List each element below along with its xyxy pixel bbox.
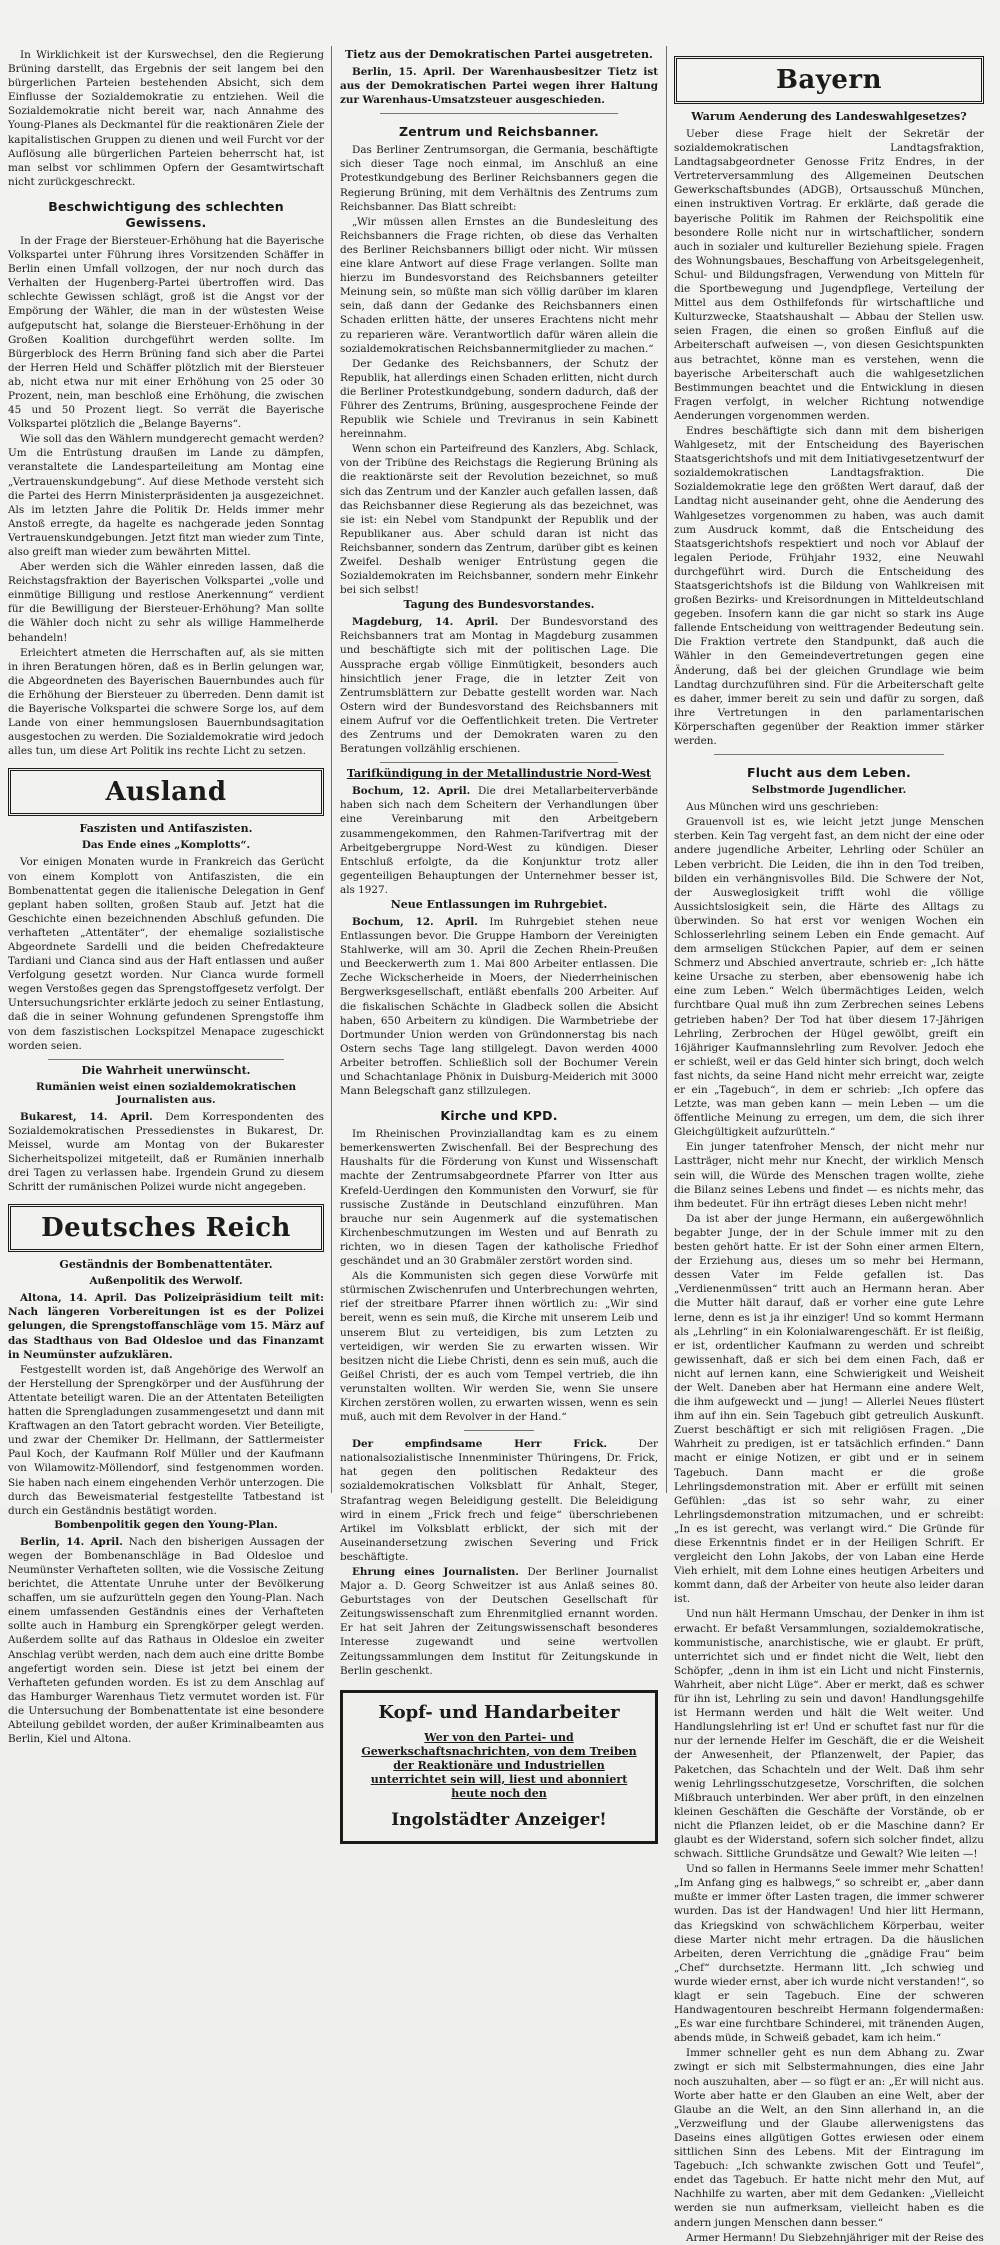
subheadline-bomben: Bombenpolitik gegen den Young-Plan. xyxy=(54,1518,278,1531)
column-left xyxy=(8,48,325,1746)
article-paragraph: Erleichtert atmeten die Herrschaften auf, als sie mitten in ihren Beratungen hören, daß es in Berlin gelungen war, die Abgeordneten des Bayerischen Bauernbundes auch für die Erhöhung der Biersteuer zu überreden. Denn damit ist die Bayerische Volkspartei die schwere Sorge los, auf dem Lande von einer hemmungslosen Bauernbundsagitation ausgestochen zu werden. Die Sozialdemokratie wird jedoch alles tun, um diese Art Politik ins rechte Licht zu setzen. xyxy=(8,646,324,758)
ad-body: Wer von den Partei- und Gewerkschaftsnachrichten, von dem Treiben der Reaktionäre und Industriellen unterrichtet sein will, liest und abonniert heute noch den xyxy=(361,1730,637,1800)
headline-tarif: Tarifkündigung in der Metallindustrie Nord-West xyxy=(346,767,652,781)
article-paragraph: Ueber diese Frage hielt der Sekretär der sozialdemokratischen Landtagsfraktion, Landtagsabgeordneter Genosse Fritz Endres, in der Vertreterversammlung des Allgemeinen Deutschen Gewerkschaftsbundes (ADGB), Ortsausschuß München, einen instruktiven Vortrag. Er erklärte, daß gerade die bayerische Politik im Rahmen der Reichspolitik eine besondere Rolle nicht nur in wirtschaftlicher, sondern auch in sozialer und kultureller Beziehung spiele. Fragen des Wohnungsbaues, Beschaffung von Arbeitsgelegenheit, Schul- und Bildungsfragen, Verwendung von Mitteln für die Sportbewegung und Jugendpflege, Verteilung der Mittel aus dem Osthilfefonds für wirtschaftliche und Kulturzwecke, Staatshaushalt — Abbau der Stellen usw. seien Fragen, die einen so großen Einfluß auf die Arbeiterschaft aufweisen —, von diesen Gesichtspunkten aus betrachtet, könne man es verstehen, wenn die bayerische Arbeiterschaft auch die wahlgesetzlichen Bestimmungen beachtet und die Entwicklung in diesen Fragen verfolgt, in welcher Richtung notwendige Aenderungen vorgenommen werden. xyxy=(674,128,984,422)
article-paragraph: „Wir müssen allen Ernstes an die Bundesleitung des Reichsbanners die Frage richten, ob diese das Verhalten des Berliner Reichsbanners billigt oder nicht. Wir müssen eine klare Antwort auf diese Frage verlangen. Sollte man hierzu im Bundesvorstand des Reichsbanners geteilter Meinung sein, so müßte man sich völlig darüber im klaren sein, daß dann der Gedanke des Reichsbanners einen Schaden erlitten hätte, der unseres Erachtens nicht mehr zu reparieren wäre. Verantwortlich dafür wären allein die sozialdemokratischen Reichsbannermitglieder zu machen.“ xyxy=(340,215,658,355)
article-text: Der Berliner Journalist Major a. D. Georg Schweitzer ist aus Anlaß seines 80. Geburtstages von der Deutschen Gesellschaft für Zeitungswissenschaft zum Ehrenmitglied ernannt worden. Er hat seit Jahren der Zeitungswissenschaft besonderes Interesse zugewandt und seine wertvollen Zeitungssammlungen dem Institut für Zeitungskunde in Berlin geschenkt. xyxy=(340,1566,658,1677)
headline-landeswahlgesetz: Warum Aenderung des Landeswahlgesetzes? xyxy=(691,110,967,123)
article-paragraph: Da ist aber der junge Hermann, ein außergewöhnlich begabter Junge, der in der Schule immer mit zu den besten gehört hatte. Er ist der Sohn einer armen Eltern, der Erziehung aus, dieses um so mehr bei Hermann, dessen Vater im Felde gefallen ist. Das „Verdienenmüssen“ tritt auch an Hermann heran. Aber die Mutter hält darauf, daß er vorher eine gute Lehre lerne, denn es ist ja ihr einziger! Und so kommt Hermann als „Lehrling“ in ein Kolonialwarengeschäft. Er ist fleißig, er ist, ordentlicher Kaufmann zu werden und schreibt gewissenhaft, daß er sich bei dem einen Fach, daß er nicht auf lernen kann, eine Schwierigkeit und Weisheit der Welt. Daneben aber hat Hermann eine andere Welt, die ihm aufgeweckt und — jung! — Allerlei Neues flüstert ihm auf ihn ein. Sein Tagebuch gibt getreulich Auskunft. Zuerst beschäftigt er sich mit religiösen Fragen. „Die Wahrheit zu predigen, ist er tatsächlich erfinden.“ Dann macht er einige Notizen, er gibt und er in seinem Tagebuch. Dann macht er die große Lehrlingsdemonstration mit. Aber er erfüllt mit seinen Gefühlen: „das ist so sehr wahr, zu einer Lehrlingsdemonstration mitzumachen, und er schreibt: „In es ist gerecht, was verlangt wird.“ Die Gründe für diese Erkenntnis findet er in der Heiligen Schrift. Er vergleicht den Lohn Jakobs, der von Laban eine Herde Vieh erhielt, mit dem Lohne eines heutigen Arbeiters und kommt dann, daß der Arbeiter von heute also leider daran ist. xyxy=(674,1212,984,1606)
article-text: Der Bundesvorstand des Reichsbanners trat am Montag in Magdeburg zusammen und beschäftigte sich mit der politischen Lage. Die Aussprache ergab völlige Einmütigkeit, besonders auch hinsichtlich jener Frage, die in letzter Zeit von Zentrumsblättern zur Debatte gestellt worden war. Nach Ostern wird der Bundesvorstand des Reichsbanners mit einem Aufruf vor die Oeffentlichkeit treten. Die Vertreter des Zentrums und der Demokraten waren zu den Beratungen vollzählig erschienen. xyxy=(340,616,658,756)
headline-entlassungen: Neue Entlassungen im Ruhrgebiet. xyxy=(390,897,608,911)
article-text: Das Polizeipräsidium teilt mit: Nach längeren Vorbereitungen ist es der Polizei gelungen, die Sprengstoffanschläge vom 15. März auf das Stadthaus von Bad Oldesloe und das Finanzamt in Neumünster aufzuklären. xyxy=(8,1292,324,1361)
article-paragraph: Der Gedanke des Reichsbanners, der Schutz der Republik, hat allerdings einen Schaden erlitten, nicht durch die Berliner Protestkundgebung, sondern dadurch, daß der Führer des Zentrums, Brüning, ausgesprochene Feinde der Republik wie Schiele und Treviranus in sein Kabinett hereinnahm. xyxy=(340,357,658,441)
dateline: Bochum, 12. April. xyxy=(352,915,478,928)
article-paragraph: In der Frage der Biersteuer-Erhöhung hat die Bayerische Volkspartei unter Führung ihres Vorsitzenden Schäffer in Berlin einen Umfall vollzogen, der nur noch durch das Verhalten der Hugenberg-Partei übertroffen wird. Das schlechte Gewissen schlägt, groß ist die Angst vor der Empörung der Wähler, die man in der wüstesten Weise aufgeputscht hat, solange die Biersteuer-Erhöhung in der Großen Koalition durchgeführt werden sollte. Im Bürgerblock des Herrn Brüning fand sich aber die Partei der Herren Held und Schäffer plötzlich mit der Biersteuer ab, nicht etwa nur mit einer Erhöhung von 25 oder 30 Prozent, nein, man beschloß eine Erhöhung, die zwischen 45 und 50 Prozent liegt. So verrät die Bayerische Volkspartei plötzlich die „Belange Bayerns“. xyxy=(8,234,324,431)
column-rule xyxy=(666,46,667,1493)
headline-faszisten: Faszisten und Antifaszisten. xyxy=(79,822,253,836)
headline-flucht: Flucht aus dem Leben. xyxy=(746,765,911,781)
article-text: Der nationalsozialistische Innenminister Thüringens, Dr. Frick, hat gegen den politischen Redakteur des sozialdemokratischen Volksblatt für Anhalt, Steger, Strafantrag wegen Beleidigung gestellt. Die Beleidigung wird in einem „Frick frech und feige“ überschriebenen Artikel im Volksblatt erblickt, der sich mit der Auseinandersetzung zwischen Severing und Frick beschäftigte. xyxy=(340,1438,658,1563)
article-paragraph: Grauenvoll ist es, wie leicht jetzt junge Menschen sterben. Kein Tag vergeht fast, an dem nicht der eine oder andere jugendliche Arbeiter, Lehrling oder Schüler an Leben verbricht. Die Leiden, die ihn in den Tod treiben, bilden ein verhängnisvolles Bild. Die Schwere der Not, der Ausweglosigkeit trifft wohl die völlige Aussichtslosigkeit sein, die Härte des Alltags zu überwinden. So hat erst vor wenigen Wochen ein Schlosserlehrling seinem Leben ein Ende gemacht. Auf dem armseligen Stückchen Papier, auf dem er seinen Schmerz und Abschied anvertraute, schrieb er: „Ich hätte keine Ursache zu sterben, aber ebensowenig habe ich eine zum Leben.“ Welch übermächtiges Leiden, welch furchtbare Qual muß ihn zum Zerbrechen seines Lebens getrieben haben? Der Tod hat über diesem 17-Jährigen Lehrling, Zerbrochen der Hügel gewölbt, greift ein 16jähriger Kaufmannslehrling zum Revolver. Jedoch ehe er schießt, weil er das Geld hinter sich bringt, doch welch fast nichts, da seine Hand nicht mehr erreicht war, zeigte er ein „Tagebuch“, in dem er schrieb: „Ich opfere das Letzte, was man geben kann — mein Leben — um die öffentliche Meinung zu erregen, um dem, die sich ihrer Gleichgültigkeit aufzurütteln.“ xyxy=(674,816,984,1139)
ad-newspaper-name: Ingolstädter Anzeiger! xyxy=(391,1809,607,1830)
section-header-deutsches-reich: Deutsches Reich xyxy=(8,1204,324,1252)
headline-zentrum: Zentrum und Reichsbanner. xyxy=(399,124,599,140)
headline-gewissen: Beschwichtigung des schlechten Gewissens. xyxy=(48,198,284,230)
article-paragraph xyxy=(340,1565,658,1678)
article-paragraph xyxy=(340,1437,658,1564)
column-right xyxy=(674,48,984,2244)
headline-kirche: Kirche und KPD. xyxy=(440,1108,558,1124)
article-paragraph: Und so fallen in Hermanns Seele immer mehr Schatten! „Im Anfang ging es halbwegs,“ so schreibt er, „aber dann mußte er immer öfter Lasten tragen, die immer schwerer wurden. Das ist der Handwagen! Und hier litt Hermann, das Kriegskind von schwächlichem Körperbau, weiter diese Marter nicht mehr ertragen. Da die häuslichen Arbeiten, deren Verrichtung die „gnädige Frau“ beim „Chef“ durchsetzte. Hermann litt. „Ich schwieg und wurde wieder ernst, aber ich wurde nicht verstanden!“, so klagt er sein Tagebuch. Eine der schweren Handwagentouren beschreibt Hermann folgendermaßen: „Es war eine furchtbare Schinderei, mit tränenden Augen, abends müde, in Schweiß gebadet, kam ich heim.“ xyxy=(674,1863,984,2045)
dateline: Bukarest, 14. April. xyxy=(20,1110,153,1123)
subheadline-selbstmorde: Selbstmorde Jugendlicher. xyxy=(751,784,907,797)
subheadline-werwolf: Außenpolitik des Werwolf. xyxy=(89,1275,243,1288)
section-header-bayern: Bayern xyxy=(674,56,984,104)
subheadline-komplott: Das Ende eines „Komplotts“. xyxy=(81,839,251,852)
article-paragraph: Ein junger tatenfroher Mensch, der nicht mehr nur Lastträger, nicht mehr nur Knecht, der wirklich Mensch sein will, die Würde des Menschen tragen wollte, ziehe die Bilanz seines Lebens und findet — es nichts mehr, das ihm bedeutet. Für ihn erträgt dieses Leben nicht mehr! xyxy=(674,1141,984,1210)
article-paragraph: Wie soll das den Wählern mundgerecht gemacht werden? Um die Entrüstung draußen im Lande zu dämpfen, veranstaltete die Landesparteileitung am Montag eine „Vertrauenskundgebung“. Auf diese Methode versteht sich die Partei des Herrn Ministerpräsidenten ja ausgezeichnet. Als im letzten Jahre die Politik Dr. Helds immer mehr Anstoß erregte, da hagelte es nachgerade jeden Sonntag Vertrauenskundgebungen. Jetzt fitzt man wieder zum Tinte, also greift man wieder zum bewährten Mittel. xyxy=(8,433,325,558)
article-text: Dem Korrespondenten des Sozialdemokratischen Pressedienstes in Bukarest, Dr. Meissel, wurde am Montag von der Bukarester Sicherheitspolizei mitgeteilt, daß er Rumänien innerhalb drei Tagen zu verlassen habe. Irgendein Grund zu diesem Schritt der rumänischen Polizei wurde nicht angegeben. xyxy=(8,1110,324,1194)
dateline: Altona, 14. April. xyxy=(20,1292,127,1305)
headline-gestaendnis: Geständnis der Bombenattentäter. xyxy=(59,1258,273,1272)
lead-in: Der empfindsame Herr Frick. xyxy=(352,1438,608,1451)
headline-tietz: Tietz aus der Demokratischen Partei ausgetreten. xyxy=(345,48,653,61)
headline-bundesvorstand: Tagung des Bundesvorstandes. xyxy=(403,598,595,612)
dateline: Berlin, 15. April. xyxy=(352,66,456,78)
ad-title: Kopf- und Handarbeiter xyxy=(378,1701,620,1723)
article-paragraph: Im Rheinischen Provinziallandtag kam es zu einem bemerkenswerten Zwischenfall. Bei der Besprechung des Haushalts für die Förderung von Kunst und Wissenschaft machte der Zentrumsabgeordnete Pfarrer von Itter aus Krefeld-Uerdingen den Kommunisten den Vorwurf, sie für russische Zustände in Deutschland einzuführen. Man brauche nur sein Augenmerk auf die systematischen Kirchenbeschmutzungen im Westen und auf Benrath zu richten, wo in diesen Tagen der katholische Friedhof geschändet und an 30 Grabmäler zerstört worden sind. xyxy=(340,1128,658,1268)
article-paragraph xyxy=(8,1291,324,1361)
article-paragraph: In Wirklichkeit ist der Kurswechsel, den die Regierung Brüning darstellt, das Ergebnis der seit langem bei den bürgerlichen Parteien bestehenden Absicht, sich dem Einflusse der Sozialdemokratie zu entziehen. Weil die Sozialdemokratie nicht bereit war, nach Annahme des Young-Planes als Deckmantel für die reaktionären Ziele der kapitalistischen Gruppen zu dienen und weil Furcht vor der Auflösung alle bürgerlichen Parteien beherrscht hat, ist man selbst vor schlimmen Opfern der Gesamtwirtschaft nicht zurückgeschreckt. xyxy=(8,49,324,188)
article-paragraph: Vor einigen Monaten wurde in Frankreich das Gerücht von einem Komplott von Antifaszisten, die ein Bombenattentat gegen die italienische Delegation in Genf geplant haben sollten, großen Staub auf. Jetzt hat die Geschichte einen bezeichnenden Abschluß gefunden. Die verhafteten „Attentäter“, der ehemalige sozialistische Abgeordnete Sardelli und die beiden Chefredakteure Tardiani und Cianca sind aus der Haft entlassen und außer Verfolgung gesetzt worden. Nur Cianca wurde formell wegen Verstoßes gegen das Sprengstoffgesetz verfolgt. Der Untersuchungsrichter erklärte jedoch zu seiner Entlastung, daß die in seiner Wohnung gefundenen Sprengstoffe ihm von dem faszistischen Lockspitzel Menapace zugeschickt worden seien. xyxy=(8,856,324,1052)
article-paragraph xyxy=(8,1110,324,1195)
lead-in: Ehrung eines Journalisten. xyxy=(352,1566,519,1578)
article-paragraph: Armer Hermann! Du Siebzehnjähriger mit der Reise des xyxy=(686,2231,984,2244)
article-paragraph xyxy=(8,1535,324,1746)
divider xyxy=(464,1430,534,1431)
article-paragraph: Endres beschäftigte sich dann mit dem bisherigen Wahlgesetz, mit der Entscheidung des Bayerischen Staatsgerichtshofs und mit dem Initiativgesetzentwurf der sozialdemokratischen Landtagsfraktion. Die Sozialdemokratie lege den größten Wert darauf, daß der Landtag nicht auseinander geht, ohne die Aenderung des Wahlgesetzes vorgenommen zu haben, was auch damit zum Ausdruck kommt, daß die Entscheidung des Staatsgerichtshofs respektiert und noch vor Ablauf der legalen Periode, Frühjahr 1932, eine Neuwahl durchgeführt wird. Durch die Entscheidung des Staatsgerichtshofs ist die Bildung von Wahlkreisen mit großen Bezirks- und Kreisordnungen in Mitteldeutschland gegeben. Insofern kann die gar nicht so stark ins Auge fallende Entscheidung von weittragender Bedeutung sein. Die Fraktion vertrete den Standpunkt, daß auch die Wähler in den Gemeindevertretungen gegen eine Änderung, daß bei der gleichen Grundlage wie beim Landtag durchzuführen sind. Für die Arbeiterschaft gelte es daher, immer bereit zu sein und dafür zu sorgen, daß ihre Vertretungen in den parlamentarischen Körperschaften gegenüber der Reaktion immer stärker werden. xyxy=(674,424,984,748)
dateline: Magdeburg, 14. April. xyxy=(352,616,499,629)
divider xyxy=(48,1059,284,1060)
section-header-ausland: Ausland xyxy=(8,768,324,816)
divider xyxy=(714,754,944,755)
article-paragraph xyxy=(340,65,658,107)
column-middle xyxy=(340,48,659,1830)
dateline: Berlin, 14. April. xyxy=(20,1535,123,1548)
article-paragraph: Aber werden sich die Wähler einreden lassen, daß die Reichstagsfraktion der Bayerischen Volkspartei „volle und einmütige Billigung und restlose Anerkennung“ verdient für die Bewilligung der Biersteuer-Erhöhung? Man sollte die Wähler doch nicht zu sehr als willige Hammelherde behandeln! xyxy=(8,561,324,644)
article-text: Nach den bisherigen Aussagen der wegen der Bombenanschläge in Bad Oldesloe und Neumünster Verhafteten sollten, wie die Vossische Zeitung berichtet, die Attentate Unruhe unter der Bevölkerung schaffen, um sie aufzurütteln gegen den Young-Plan. Nach einem umfassenden Geständnis eines der Verhafteten sollte auch in Hamburg ein Sprengkörper gelegt werden. Außerdem sollte auf das Rathaus in Oldesloe ein zweiter Anschlag verübt werden, nach dem auch eine dritte Bombe angefertigt worden sein. Diese ist jetzt bei einem der Verhafteten gefunden worden. Es ist zu dem Anschlag auf das Hamburger Warenhaus Tietz vermutet worden ist. Für die Untersuchung der Bombenattentate ist eine besondere Abteilung gebildet worden, der außer Kriminalbeamten aus Berlin, Kiel und Altona. xyxy=(8,1535,324,1746)
article-paragraph xyxy=(340,615,658,756)
divider xyxy=(380,113,618,114)
article-paragraph: Aus München wird uns geschrieben: xyxy=(686,801,879,814)
article-paragraph: Das Berliner Zentrumsorgan, die Germania, beschäftigte sich dieser Tage noch einmal, im Anschluß an eine Protestkundgebung des Berliner Reichsbanners gegen die Regierung Brüning, mit dem Verhältnis des Zentrums zum Reichsbanner. Das Blatt schreibt: xyxy=(340,144,658,213)
article-text: Die drei Metallarbeiterverbände haben sich nach dem Scheitern der Verhandlungen über eine Vereinbarung mit den Arbeitgebern zusammengekommen, den Rahmen-Tarifvertrag mit der Arbeitgebergruppe Nord-West zu kündigen. Dieser Entschluß erfolgte, da die Konjunktur trotz aller gegenteiligen Behauptungen der Unternehmer besser ist, als 1927. xyxy=(340,785,658,896)
headline-wahrheit: Die Wahrheit unerwünscht. xyxy=(81,1063,251,1077)
article-paragraph: Als die Kommunisten sich gegen diese Vorwürfe mit stürmischen Zwischenrufen und Unterbrechungen wehrten, rief der streitbare Pfarrer ihnen wörtlich zu: „Wir sind bereit, wenn es sein muß, die Kirche mit unserem Leib und unserem Blut zu verteidigen, bis zum Letzten zu verteidigen, wir werden Sie zu erwarten wissen. Wir besitzen nicht die Liebe Christi, denn es sein muß, auch die Geißel Christi, der es auch vom Tempel vertrieb, die ihn verunstalten wollten. Wir werden Sie, wenn Sie unsere Kirchen zerstören wollen, zu erwarten wissen, wenn es sein muß, auch mit dem Revolver in der Hand.“ xyxy=(340,1270,658,1424)
advertisement-box xyxy=(340,1690,658,1844)
article-paragraph: Wenn schon ein Parteifreund des Kanzlers, Abg. Schlack, von der Tribüne des Reichstags die Regierung Brüning als die reaktionärste seit der Revolution bezeichnet, so muß sich das Zentrum und der Kanzler auch gefallen lassen, daß das Reichsbanner diese Regierung als das bezeichnet, was sie ist: ein Nebel vom Standpunkt der Republik und der Republikaner aus. Aber schuld daran ist nicht das Reichsbanner, sondern das Zentrum, darüber gibt es keinen Zweifel. Deshalb weniger Entrüstung gegen die Sozialdemokraten im Reichsbanner, sondern mehr Einkehr bei sich selbst! xyxy=(340,443,658,597)
article-paragraph: Und nun hält Hermann Umschau, der Denker in ihm ist erwacht. Er befaßt Versammlungen, sozialdemokratische, kommunistische, anarchistische, wie er glaubt. Er prüft, unterrichtet sich und er findet nicht die Welt, liebt den Schöpfer, „denn in ihm ist ein Licht und nicht Finsternis, Wahrheit, aber nicht Lüge“. Aber er merkt, daß es schwer für ihn ist, Lehrling zu sein und davon! Handlungsgehilfe ist Hermann werden und hält die Welt weiter. Und Handlungslehrling ist er! Und er schuftet fast nur für die nur der lernende Helfer im Geschäft, die er die Weisheit der Anwesenheit, der Pflanzenwelt, der Papier, das Paketchen, das Schachteln und der Welt. Daß ihm sehr wenig Lehrlingsschutzgesetze, Vorschriften, die solchen Mißbrauch unterbinden. Wer aber prüft, in den einzelnen kleinen Geschäften die Geschäfte der Vorstände, ob er nicht die Pflanzen leidet, ob er die Maschine dann? Er glaubt es der Widerstand, sofern sich solcher findet, allzu schwach. Sittliche Grundsätze und Gewalt? Wie leiten —! xyxy=(674,1608,984,1861)
article-paragraph: Immer schneller geht es nun dem Abhang zu. Zwar zwingt er sich mit Selbstermahnungen, dies eine Jahr noch auszuhalten, aber — so fügt er an: „Er will nicht aus. Worte aber hatte er den Glauben an eine Welt, aber der Glaube an die Welt, an den Sinn allerhand in, an die „Verzweiflung und der Glaube allerwenigstens das Daseins eines allgütigen Gottes erwiesen oder einem sittlichen Sinn des Lebens. Mit der Eintragung im Tagebuch: „Ich schwankte zwischen Gott und Teufel“, endet das Tagebuch. Er hatte nicht mehr den Mut, auf Nachhilfe zu warten, aber mit dem Gedanken: „Vielleicht werden sie nun aufmerksam, vielleicht haben es die andern jungen Menschen dann besser.“ xyxy=(674,2047,984,2229)
article-paragraph xyxy=(340,784,658,897)
article-text: Der Warenhausbesitzer Tietz ist aus der Demokratischen Partei wegen ihrer Haltung zur Warenhaus-Umsatzsteuer ausgeschieden. xyxy=(340,66,659,107)
subheadline-rumaenien: Rumänien weist einen sozialdemokratischen Journalisten aus. xyxy=(35,1080,297,1106)
article-paragraph: Festgestellt worden ist, daß Angehörige des Werwolf an der Herstellung der Sprengkörper und der Ausführung der Attentate beteiligt waren. Die an der Attentaten Beteiligten hatten die Sprengladungen zusammengesetzt und dann mit Kraftwagen an den Tatort gebracht worden. Vier Beteiligte, und zwar der Chemiker Dr. Hellmann, der Sattlermeister Paul Koch, der Kaufmann Rolf Müller und der Kaufmann von Wilamowitz-Möllendorf, sind festgenommen worden. Sie haben nach einem eingehenden Verhör unterzogen. Die durch das Beweismaterial festgestellte Tatbestand ist durch ein Geständnis bestätigt worden. xyxy=(8,1363,324,1517)
article-text: Im Ruhrgebiet stehen neue Entlassungen bevor. Die Gruppe Hamborn der Vereinigten Stahlwerke, will am 30. April die Zechen Rhein-Preußen und Beeckerwerth zum 1. Mai 800 Arbeiter entlassen. Die Zeche Wickscherheide in Moers, der Niederrheinischen Bergwerksgesellschaft, entläßt ebenfalls 200 Arbeiter. Auf die fiskalischen Schächte in Gladbeck sollen die Absicht haben, 650 Arbeitern zu kündigen. Die Warmbetriebe der Dortmunder Union werden von Gründonnerstag bis nach Ostern sechs Tage lang stillgelegt. Davon werden 4000 Arbeiter betroffen. Schließlich soll der Bochumer Verein und Schachtanlage Phönix in Duisburg-Meiderich mit 3000 Mann Belegschaft ganz stillzulegen. xyxy=(340,915,659,1098)
dateline: Bochum, 12. April. xyxy=(352,785,471,798)
column-rule xyxy=(331,46,332,1493)
article-paragraph xyxy=(340,915,658,1098)
divider xyxy=(380,762,618,763)
